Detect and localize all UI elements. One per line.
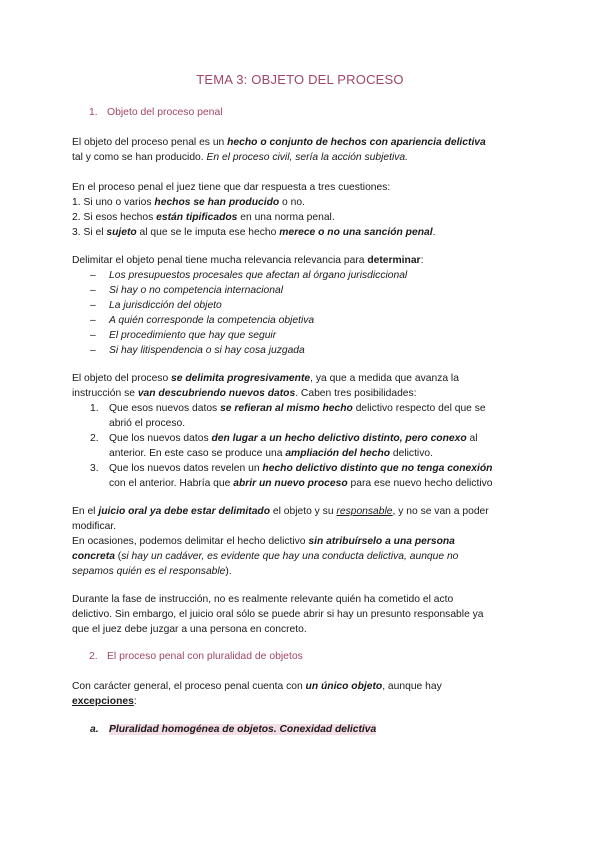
item-number: 3. <box>90 463 99 474</box>
section-number: 2. <box>89 651 98 662</box>
emphasis-run: se delimita progresivamente <box>171 373 311 384</box>
list-item <box>90 298 222 313</box>
text-run: delictivo respecto del que se <box>352 403 486 414</box>
text-run: en una norma penal. <box>237 212 335 223</box>
italic-run: sepamos quién es el responsable <box>72 566 226 577</box>
numbered-item-continuation <box>109 476 492 491</box>
paragraph-line <box>72 534 532 549</box>
paragraph-line <box>72 253 532 268</box>
section-number: 1. <box>89 107 98 118</box>
paragraph-line <box>72 150 532 165</box>
paragraph-line: delictivo. Sin embargo, el juicio oral sólo se puede abrir si hay un presunto responsable ya <box>72 609 484 620</box>
text-run: Que los nuevos datos <box>109 433 212 444</box>
underlined-run: responsable <box>336 506 393 517</box>
list-line <box>72 210 532 225</box>
section-label: El proceso penal con pluralidad de objetos <box>107 651 303 662</box>
item-number: 1. <box>90 403 99 414</box>
paragraph-line <box>72 694 532 709</box>
paragraph-line: Durante la fase de instrucción, no es realmente relevante quién ha cometido el acto <box>72 594 454 605</box>
dash-bullet: – <box>90 270 96 281</box>
text-run: El objeto del proceso penal es un <box>72 137 228 148</box>
list-line <box>72 225 532 240</box>
text-run: o no. <box>279 197 305 208</box>
text-run: con el anterior. Habría que <box>109 478 234 489</box>
page-title: TEMA 3: OBJETO DEL PROCESO <box>196 72 404 87</box>
text-run: 3. Si el <box>72 227 107 238</box>
emphasis-run: juicio oral ya debe estar delimitado <box>98 506 271 517</box>
italic-run: si hay un cadáver, es evidente que hay una conducta delictiva, aunque no <box>121 551 459 562</box>
paragraph-line <box>72 679 532 694</box>
text-run: delictivo. <box>390 448 433 459</box>
paragraph-line <box>72 386 532 401</box>
text-run: Que los nuevos datos revelen un <box>109 463 263 474</box>
section-heading-1 <box>89 107 223 118</box>
text-run: instrucción se <box>72 388 138 399</box>
text-run: El objeto del proceso <box>72 373 172 384</box>
list-item-text: Si hay litispendencia o si hay cosa juzgada <box>109 345 305 356</box>
section-label: Objeto del proceso penal <box>107 107 223 118</box>
italic-run: En el proceso civil, sería la acción subjetiva. <box>206 152 408 163</box>
list-item-text: La jurisdicción del objeto <box>109 300 222 311</box>
item-number: a. <box>90 724 99 735</box>
emphasis-run: hecho delictivo distinto que no tenga conexión <box>262 463 493 474</box>
text-run: para ese nuevo hecho delictivo <box>347 478 493 489</box>
text-run: , ya que a medida que avanza la <box>310 373 459 384</box>
section-heading-2 <box>89 651 303 662</box>
numbered-item-continuation: abrió el proceso. <box>109 418 186 429</box>
emphasis-run: ampliación del hecho <box>285 448 391 459</box>
text-run: 1. Si uno o varios <box>72 197 155 208</box>
text-run: En ocasiones, podemos delimitar el hecho delictivo <box>72 536 309 547</box>
paragraph-line: En el proceso penal el juez tiene que dar respuesta a tres cuestiones: <box>72 182 391 193</box>
list-item <box>90 343 305 358</box>
emphasis-run: den lugar a un hecho delictivo distinto, pero conexo <box>211 433 467 444</box>
list-item <box>90 268 407 283</box>
list-item-text: Si hay o no competencia internacional <box>109 285 284 296</box>
paragraph-line: modificar. <box>72 521 117 532</box>
emphasis-run: están tipificados <box>156 212 238 223</box>
emphasis-run: merece o no una sanción penal <box>279 227 433 238</box>
list-item-text: A quién corresponde la competencia objetiva <box>109 315 315 326</box>
numbered-item <box>90 461 492 476</box>
list-item-text: El procedimiento que hay que seguir <box>109 330 277 341</box>
paragraph-line <box>72 135 532 150</box>
emphasis-run: concreta <box>72 551 115 562</box>
list-item <box>90 283 283 298</box>
emphasis-run: van descubriendo nuevos datos <box>137 388 296 399</box>
text-run: Que esos nuevos datos <box>109 403 221 414</box>
emphasis-run: hechos se han producido <box>154 197 280 208</box>
paragraph-line <box>72 371 532 386</box>
highlighted-heading: Pluralidad homogénea de objetos. Conexidad delictiva <box>109 724 377 735</box>
text-run: el objeto y su <box>270 506 337 517</box>
text-run: tal y como se han producido. <box>72 152 207 163</box>
text-run: : <box>133 696 137 707</box>
list-item <box>90 328 276 343</box>
paragraph-line <box>72 564 532 579</box>
item-number: 2. <box>90 433 99 444</box>
text-run: ( <box>114 551 122 562</box>
emphasis-run: sin atribuírselo a una persona <box>308 536 455 547</box>
dash-bullet: – <box>90 330 96 341</box>
list-item-text: Los presupuestos procesales que afectan al órgano jurisdiccional <box>109 270 408 281</box>
list-line <box>72 195 532 210</box>
text-run: : <box>420 255 424 266</box>
paragraph-line: que el juez debe juzgar a una persona en concreto. <box>72 624 307 635</box>
emphasis-run: un único objeto <box>305 681 383 692</box>
text-run: ). <box>225 566 232 577</box>
subheading-a <box>90 722 376 737</box>
paragraph-line <box>72 504 532 519</box>
text-run: 2. Si esos hechos <box>72 212 157 223</box>
numbered-item <box>90 431 478 446</box>
text-run: Delimitar el objeto penal tiene mucha relevancia relevancia para <box>72 255 368 266</box>
text-run: anterior. En este caso se produce una <box>109 448 286 459</box>
dash-bullet: – <box>90 345 96 356</box>
text-run: . <box>432 227 436 238</box>
text-run: al que se le imputa ese hecho <box>136 227 280 238</box>
text-run: al <box>466 433 478 444</box>
text-run: En el <box>72 506 99 517</box>
bold-run: determinar <box>367 255 421 266</box>
dash-bullet: – <box>90 315 96 326</box>
text-run: , y no se van a poder <box>392 506 489 517</box>
emphasis-run: se refieran al mismo hecho <box>220 403 353 414</box>
emphasis-run: sujeto <box>106 227 137 238</box>
dash-bullet: – <box>90 300 96 311</box>
emphasis-run: abrir un nuevo proceso <box>233 478 348 489</box>
text-run: Con carácter general, el proceso penal cuenta con <box>72 681 306 692</box>
text-run: , aunque hay <box>382 681 442 692</box>
dash-bullet: – <box>90 285 96 296</box>
list-item <box>90 313 314 328</box>
text-run: . Caben tres posibilidades: <box>295 388 417 399</box>
paragraph-line <box>72 549 532 564</box>
underlined-run: excepciones <box>72 696 134 707</box>
numbered-item <box>90 401 486 416</box>
numbered-item-continuation <box>109 446 433 461</box>
emphasis-run: hecho o conjunto de hechos con apariencia delictiva <box>227 137 486 148</box>
